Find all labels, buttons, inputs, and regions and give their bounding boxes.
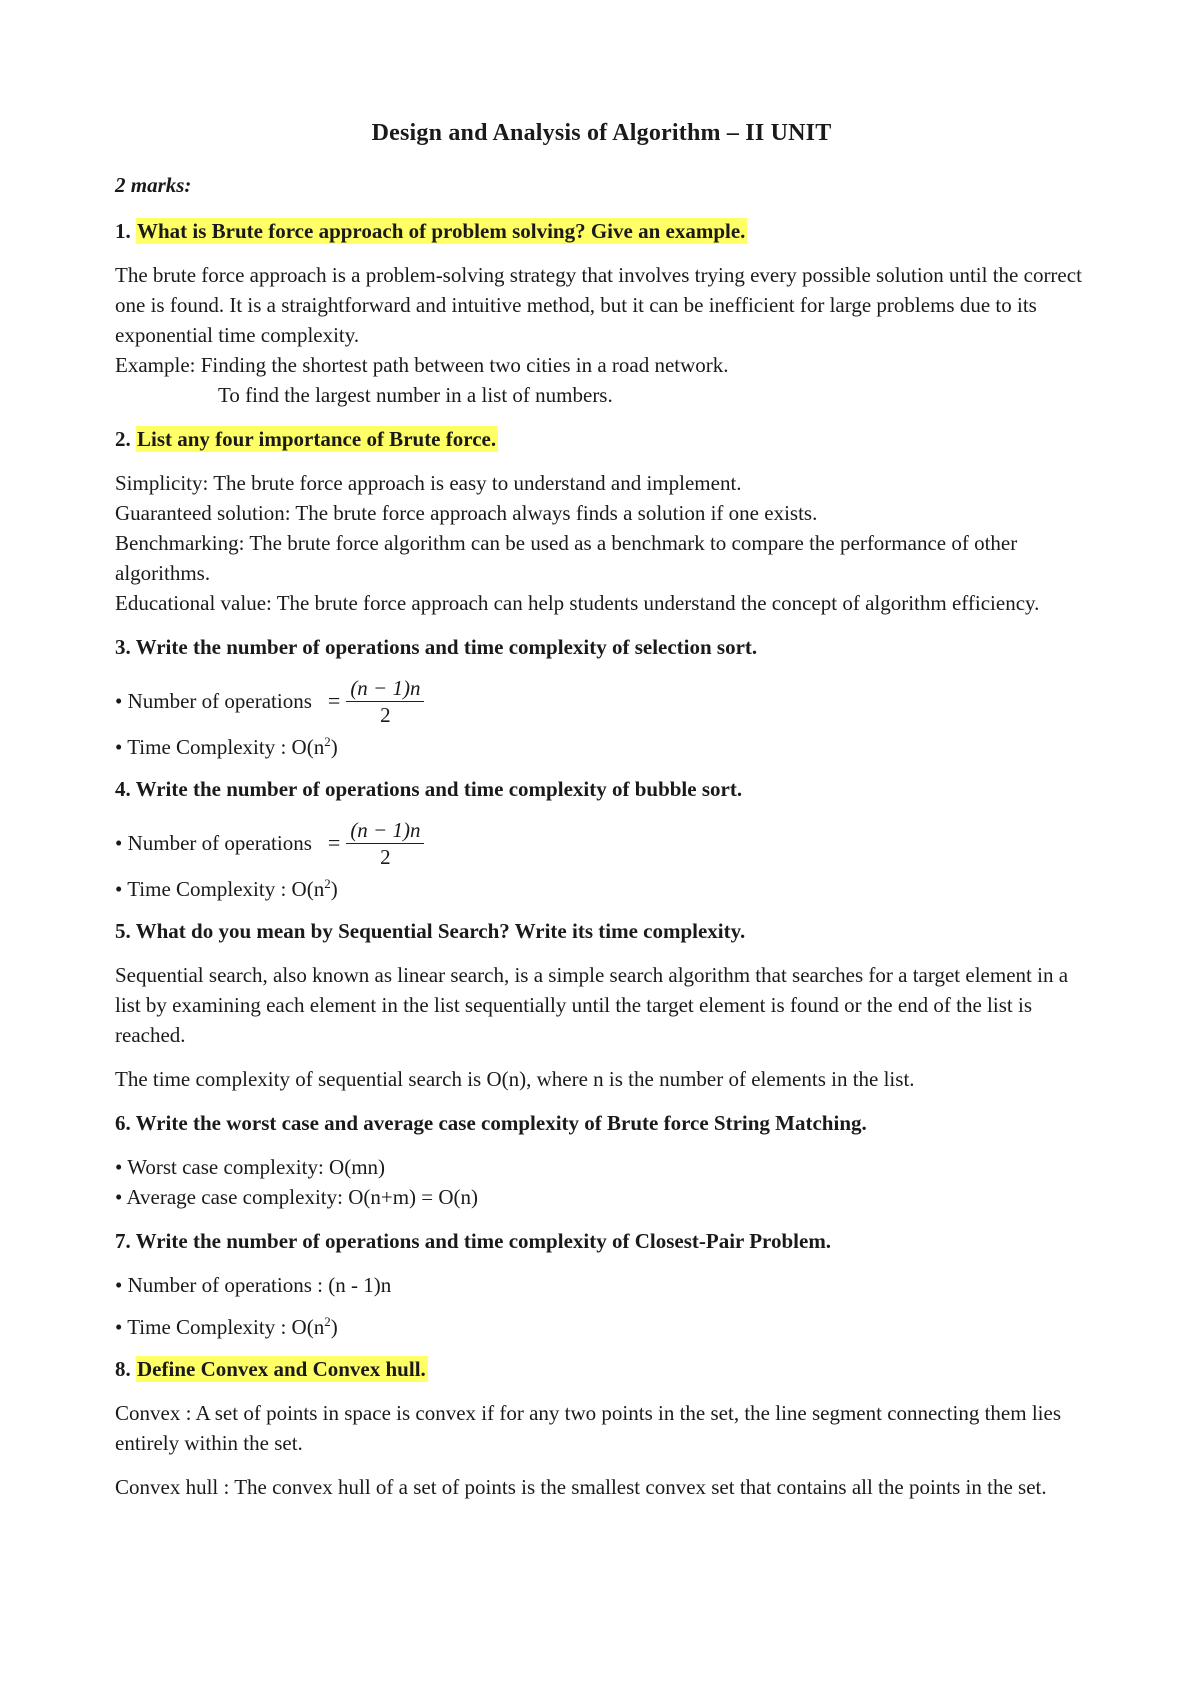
- answer-6-average: • Average case complexity: O(n+m) = O(n): [115, 1185, 479, 1209]
- answer-1: [115, 260, 1088, 410]
- exponent: 2: [324, 876, 331, 891]
- question-8-text: Define Convex and Convex hull.: [137, 1357, 426, 1381]
- time-complexity-label: • Time Complexity : O(n: [115, 877, 325, 901]
- time-complexity-label: • Time Complexity : O(n: [115, 735, 325, 759]
- answer-5: [115, 960, 1088, 1050]
- answer-3-time-complexity: [115, 732, 1088, 762]
- question-2: [115, 424, 1088, 454]
- question-5: 5. What do you mean by Sequential Search? Write its time complexity.: [115, 919, 746, 943]
- question-6: 6. Write the worst case and average case complexity of Brute force String Matching.: [115, 1111, 867, 1135]
- answer-6: [115, 1152, 1088, 1212]
- answer-1-text: The brute force approach is a problem-solving strategy that involves trying every possible solution until the correct one is found. It is a straightforward and intuitive method, but it can be inefficient for large problems due to its exponential time complexity.: [115, 263, 1082, 347]
- exponent: 2: [324, 1314, 331, 1329]
- answer-5-text: Sequential search, also known as linear search, is a simple search algorithm that searches for a target element in a list by examining each element in the list sequentially until the target element is found or the end of the list is reached.: [115, 963, 1069, 1047]
- closing-paren: ): [330, 877, 338, 901]
- answer-4-fraction: [346, 819, 424, 868]
- question-1-number: 1.: [115, 219, 136, 243]
- answer-5-complexity-block: [115, 1064, 1088, 1094]
- question-3: 3. Write the number of operations and time complexity of selection sort.: [115, 635, 758, 659]
- equals-sign: =: [327, 830, 341, 855]
- answer-7-time-complexity: [115, 1312, 1088, 1342]
- fraction-denominator: 2: [380, 844, 391, 869]
- answer-1-example-2: To find the largest number in a list of numbers.: [218, 383, 613, 407]
- question-7: 7. Write the number of operations and time complexity of Closest-Pair Problem.: [115, 1229, 832, 1253]
- section-heading: 2 marks:: [115, 173, 192, 197]
- fraction-denominator: 2: [380, 702, 391, 727]
- answer-8-convex-block: [115, 1398, 1088, 1458]
- question-4: 4. Write the number of operations and time complexity of bubble sort.: [115, 777, 743, 801]
- time-complexity-label: • Time Complexity : O(n: [115, 1315, 325, 1339]
- answer-7-operations: • Number of operations : (n - 1)n: [115, 1273, 392, 1297]
- answer-3-operations: [115, 676, 1088, 726]
- answer-4-time-complexity: [115, 874, 1088, 904]
- answer-3-operations-label: • Number of operations: [115, 689, 312, 713]
- question-1: [115, 216, 1088, 246]
- question-8: [115, 1354, 1088, 1384]
- answer-6-worst: • Worst case complexity: O(mn): [115, 1155, 386, 1179]
- answer-5-complexity: The time complexity of sequential search is O(n), where n is the number of elements in the list.: [115, 1067, 915, 1091]
- answer-3-fraction: [346, 677, 424, 726]
- answer-2-point: Guaranteed solution: The brute force approach always finds a solution if one exists.: [115, 501, 818, 525]
- answer-2-point: Simplicity: The brute force approach is easy to understand and implement.: [115, 471, 742, 495]
- answer-1-example-1: Example: Finding the shortest path between two cities in a road network.: [115, 353, 729, 377]
- answer-2-point: Educational value: The brute force approach can help students understand the concept of algorithm efficiency.: [115, 591, 1040, 615]
- fraction-numerator: (n − 1)n: [346, 677, 424, 702]
- fraction-numerator: (n − 1)n: [346, 819, 424, 844]
- answer-8-convex: Convex : A set of points in space is convex if for any two points in the set, the line segment connecting them lies entirely within the set.: [115, 1401, 1061, 1455]
- question-2-text: List any four importance of Brute force.: [137, 427, 497, 451]
- answer-2-point: Benchmarking: The brute force algorithm can be used as a benchmark to compare the performance of other algorithms.: [115, 531, 1018, 585]
- answer-8-hull-block: [115, 1472, 1088, 1502]
- answer-4-operations-label: • Number of operations: [115, 831, 312, 855]
- exponent: 2: [324, 734, 331, 749]
- closing-paren: ): [330, 1315, 338, 1339]
- answer-2: [115, 468, 1088, 618]
- answer-8-hull: Convex hull : The convex hull of a set of points is the smallest convex set that contains all the points in the set.: [115, 1475, 1047, 1499]
- question-2-number: 2.: [115, 427, 136, 451]
- page-title: Design and Analysis of Algorithm – II UNIT: [371, 120, 832, 146]
- equals-sign: =: [327, 688, 341, 713]
- question-1-text: What is Brute force approach of problem solving? Give an example.: [137, 219, 746, 243]
- question-8-number: 8.: [115, 1357, 136, 1381]
- answer-4-operations: [115, 818, 1088, 868]
- closing-paren: ): [330, 735, 338, 759]
